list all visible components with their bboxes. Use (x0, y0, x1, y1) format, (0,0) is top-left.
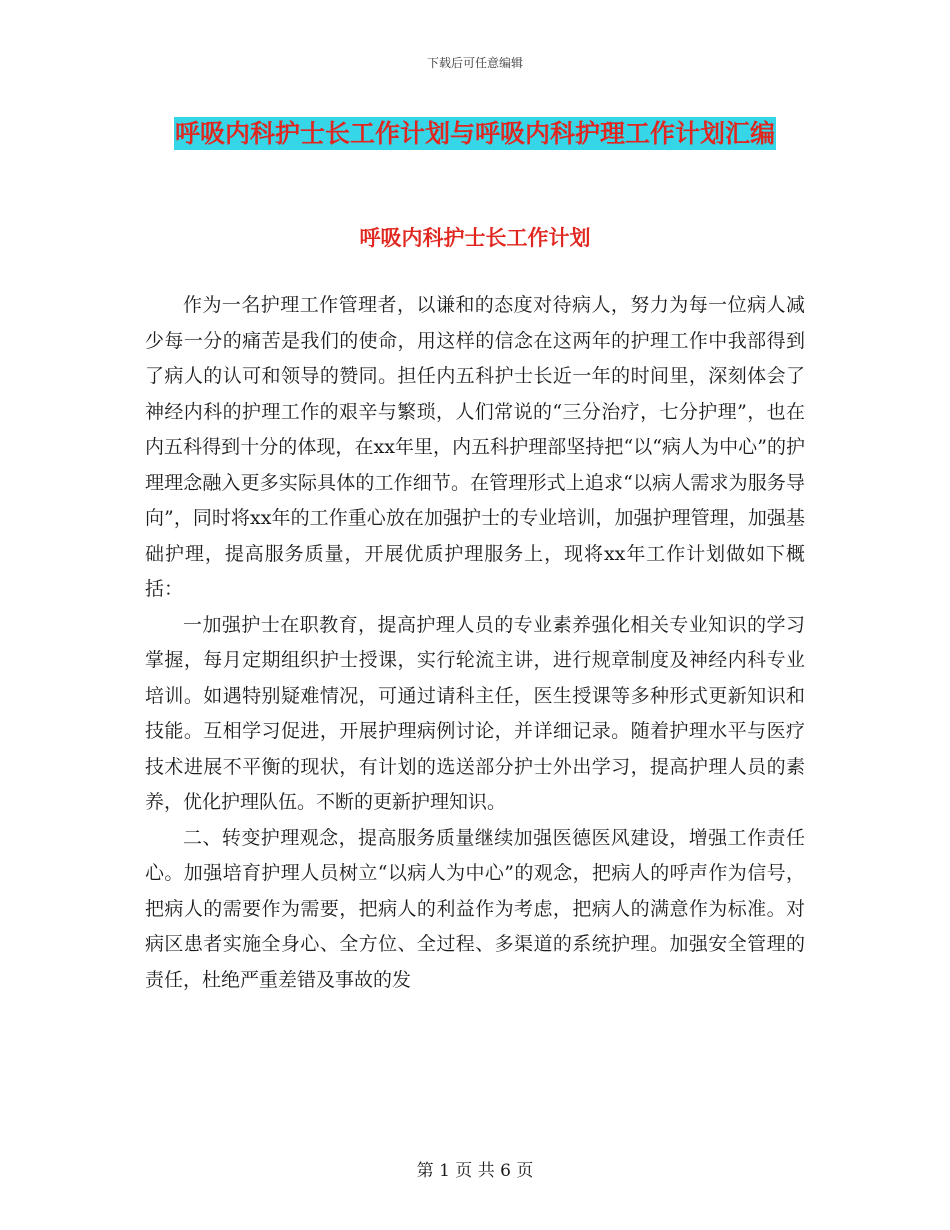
paragraph: 作为一名护理工作管理者，以谦和的态度对待病人，努力为每一位病人减少每一分的痛苦是我们的使命，用这样的信念在这两年的护理工作中我部得到了病人的认可和领导的赞同。担任内五科护士长近一年的时间里，深刻体会了神经内科的护理工作的艰辛与繁琐，人们常说的“三分治疗，七分护理”，也在内五科得到十分的体现，在xx年里，内五科护理部坚持把“以“病人为中心”的护理理念融入更多实际具体的工作细节。在管理形式上追求“以病人需求为服务导向”，同时将xx年的工作重心放在加强护士的专业培训，加强护理管理，加强基础护理，提高服务质量，开展优质护理服务上，现将xx年工作计划做如下概括： (145, 294, 805, 600)
section-title: 呼吸内科护士长工作计划 (359, 226, 591, 250)
body-text (145, 288, 805, 998)
paragraph: 二、转变护理观念，提高服务质量继续加强医德医风建设，增强工作责任心。加强培育护理人员树立“以病人为中心”的观念，把病人的呼声作为信号，把病人的需要作为需要，把病人的利益作为考虑，把病人的满意作为标准。对病区患者实施全身心、全方位、全过程、多渠道的系统护理。加强安全管理的责任，杜绝严重差错及事故的发 (145, 826, 805, 991)
paragraph: 一加强护士在职教育，提高护理人员的专业素养强化相关专业知识的学习掌握，每月定期组织护士授课，实行轮流主讲，进行规章制度及神经内科专业培训。如遇特别疑难情况，可通过请科主任，医生授课等多种形式更新知识和技能。互相学习促进，开展护理病例讨论，并详细记录。随着护理水平与医疗技术进展不平衡的现状，有计划的选送部分护士外出学习，提高护理人员的素养，优化护理队伍。不断的更新护理知识。 (145, 613, 805, 813)
header-note: 下载后可任意编辑 (426, 56, 523, 70)
page-footer: 第 1 页 共 6 页 (416, 1161, 534, 1181)
document-title-text: 呼吸内科护士长工作计划与呼吸内科护理工作计划汇编 (174, 119, 775, 148)
document-title (145, 112, 805, 156)
